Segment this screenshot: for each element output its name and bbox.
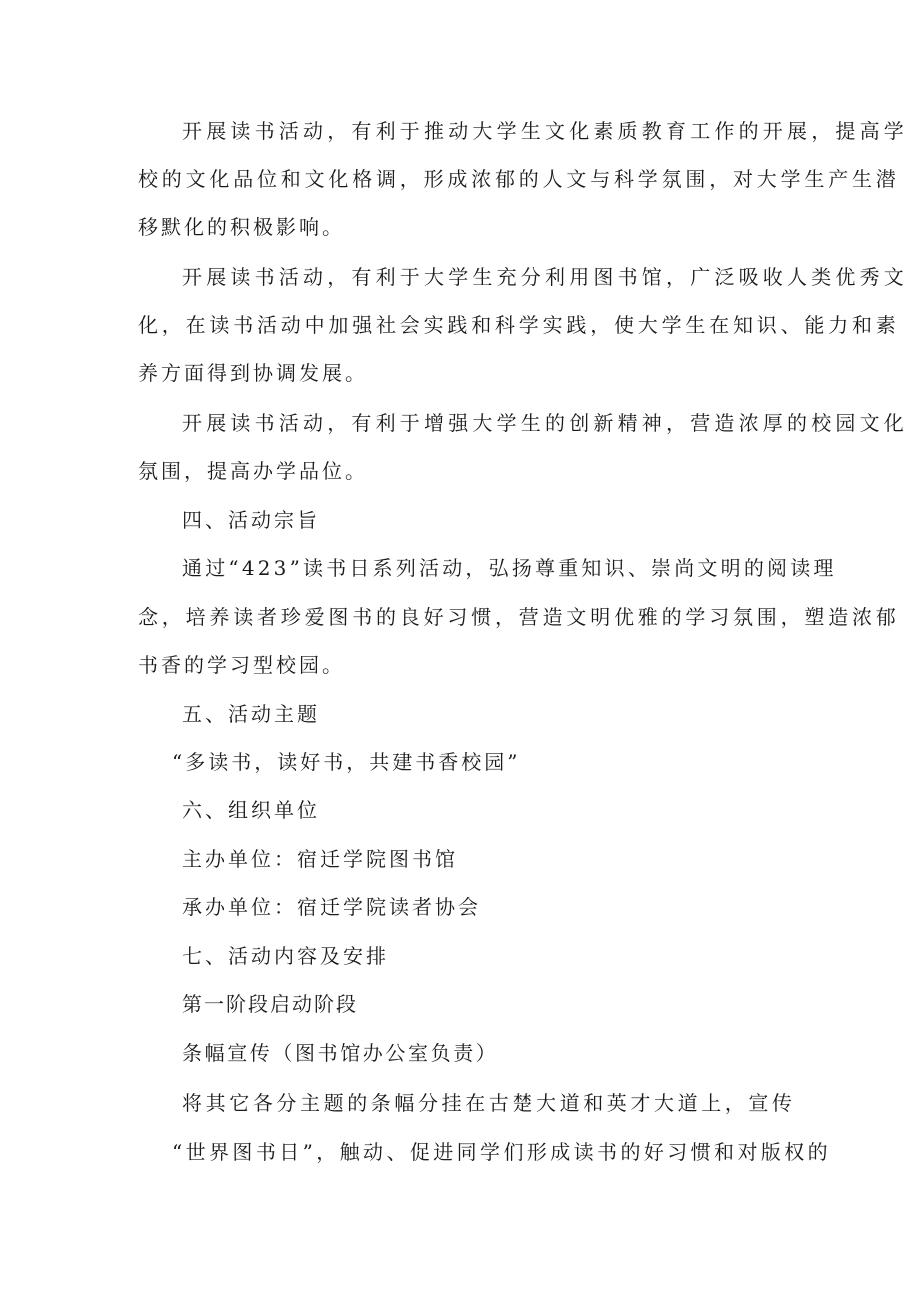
text-line: 开展读书活动，有利于大学生充分利用图书馆，广泛吸收人类优秀文 — [182, 265, 908, 289]
section-heading: 五、活动主题 — [182, 702, 320, 726]
text-line: 化，在读书活动中加强社会实践和科学实践，使大学生在知识、能力和素 — [138, 313, 900, 337]
section-heading: 四、活动宗旨 — [182, 508, 320, 532]
text-line: 念，培养读者珍爱图书的良好习惯，营造文明优雅的学习氛围，塑造浓郁 — [138, 605, 900, 629]
activity-theme: “多读书，读好书，共建书香校园” — [172, 750, 521, 774]
text-line: 第一阶段启动阶段 — [182, 992, 358, 1016]
text-line: 承办单位：宿迁学院读者协会 — [182, 895, 481, 919]
section-heading: 六、组织单位 — [182, 798, 320, 822]
text-line: 主办单位：宿迁学院图书馆 — [182, 847, 458, 871]
section-heading: 七、活动内容及安排 — [182, 944, 389, 968]
text-line: 条幅宣传（图书馆办公室负责） — [182, 1041, 499, 1065]
text-line: 氛围，提高办学品位。 — [138, 459, 368, 483]
text-line: 养方面得到协调发展。 — [138, 361, 368, 385]
text-line: 移默化的积极影响。 — [138, 215, 345, 239]
text-line: 通过“423”读书日系列活动，弘扬尊重知识、崇尚文明的阅读理 — [182, 556, 837, 580]
text-line: 开展读书活动，有利于增强大学生的创新精神，营造浓厚的校园文化 — [182, 411, 908, 435]
text-line: “世界图书日”，触动、促进同学们形成读书的好习惯和对版权的 — [172, 1140, 832, 1164]
text-line: 校的文化品位和文化格调，形成浓郁的人文与科学氛围，对大学生产生潜 — [138, 167, 900, 191]
text-line: 开展读书活动，有利于推动大学生文化素质教育工作的开展，提高学 — [182, 119, 908, 143]
text-line: 将其它各分主题的条幅分挂在古楚大道和英才大道上，宣传 — [182, 1091, 796, 1115]
text-line: 书香的学习型校园。 — [138, 653, 345, 677]
